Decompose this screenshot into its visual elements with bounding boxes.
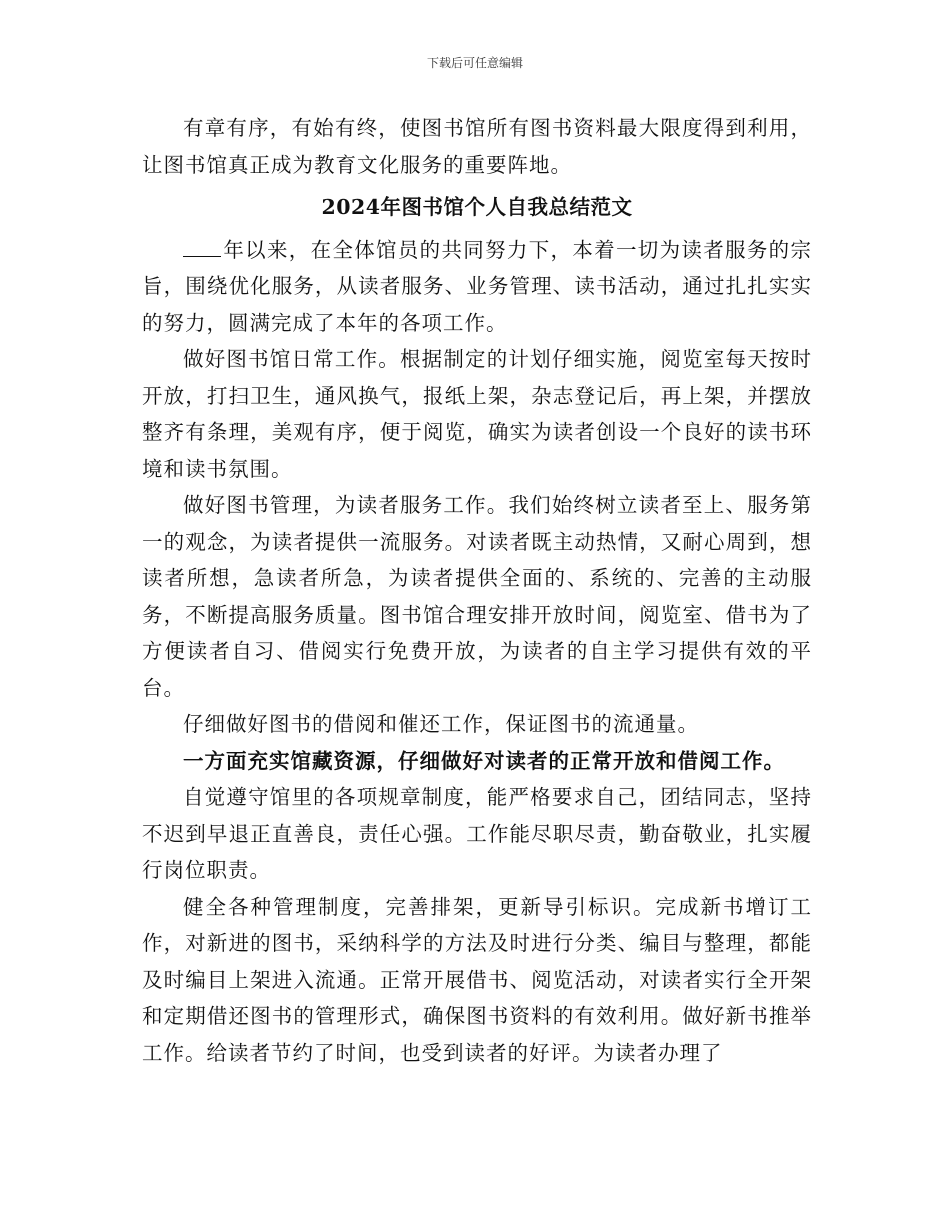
paragraph-continuation: 有章有序，有始有终，使图书馆所有图书资料最大限度得到利用，让图书馆真正成为教育文化服务的重要阵地。 (142, 116, 812, 177)
paragraph-discipline: 自觉遵守馆里的各项规章制度，能严格要求自己，团结同志，坚持不迟到早退正直善良，责任心强。工作能尽职尽责，勤奋敬业，扎实履行岗位职责。 (142, 785, 812, 882)
paragraph-daily-work: 做好图书馆日常工作。根据制定的计划仔细实施，阅览室每天按时开放，打扫卫生，通风换气，报纸上架，杂志登记后，再上架，并摆放整齐有条理，美观有序，便于阅览，确实为读者创设一个良好的读书环境和读书氛围。 (142, 347, 812, 481)
blank-underline (183, 236, 221, 257)
paragraph-collection-bold: 一方面充实馆藏资源，仔细做好对读者的正常开放和借阅工作。 (183, 748, 785, 773)
document-title: 2024年图书馆个人自我总结范文 (321, 195, 633, 219)
document-body (142, 110, 812, 1071)
paragraph-intro-text: 年以来，在全体馆员的共同努力下，本着一切为读者服务的宗旨，围绕优化服务，从读者服务、业务管理、读书活动，通过扎扎实实的努力，圆满完成了本年的各项工作。 (142, 237, 812, 335)
page-header: 下载后可任意编辑 (426, 56, 523, 70)
paragraph-systems: 健全各种管理制度，完善排架，更新导引标识。完成新书增订工作，对新进的图书，采纳科学的方法及时进行分类、编目与整理，都能及时编目上架进入流通。正常开展借书、阅览活动，对读者实行全开架和定期借还图书的管理形式，确保图书资料的有效利用。做好新书推举工作。给读者节约了时间，也受到读者的好评。为读者办理了 (142, 894, 812, 1065)
paragraph-book-management: 做好图书管理，为读者服务工作。我们始终树立读者至上、服务第一的观念，为读者提供一流服务。对读者既主动热情，又耐心周到，想读者所想，急读者所急，为读者提供全面的、系统的、完善的主动服务，不断提高服务质量。图书馆合理安排开放时间，阅览室、借书为了方便读者自习、借阅实行免费开放，为读者的自主学习提供有效的平台。 (142, 493, 812, 700)
paragraph-borrowing: 仔细做好图书的借阅和催还工作，保证图书的流通量。 (183, 712, 699, 736)
paragraph-intro (142, 232, 812, 342)
